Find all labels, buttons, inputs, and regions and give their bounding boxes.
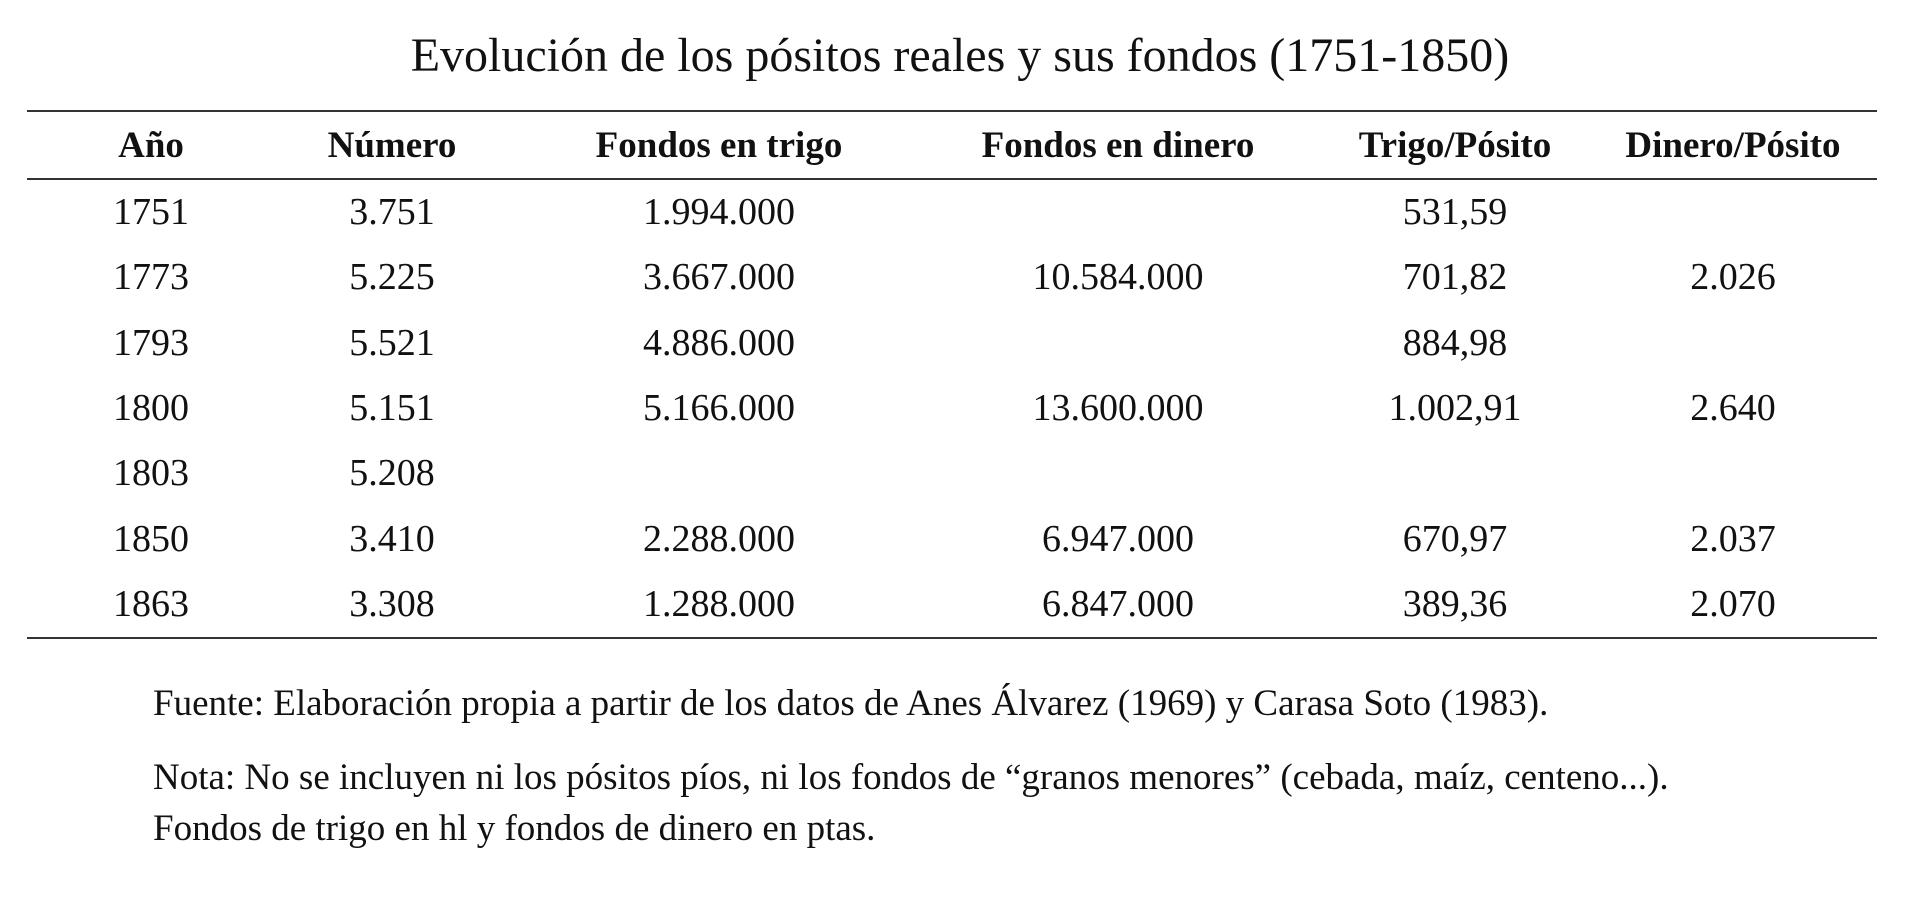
table-row xyxy=(0,582,1920,642)
table-cell: 6.847.000 xyxy=(1042,582,1194,625)
table-cell: 2.640 xyxy=(1690,386,1776,429)
column-header: Número xyxy=(327,125,457,166)
header-rule xyxy=(27,178,1877,180)
table-cell: 13.600.000 xyxy=(1032,386,1204,429)
table-cell: 6.947.000 xyxy=(1042,517,1194,560)
top-rule xyxy=(27,110,1877,112)
source-note: Fuente: Elaboración propia a partir de los datos de Anes Álvarez (1969) y Carasa Soto (1983). xyxy=(153,683,1549,724)
table-title: Evolución de los pósitos reales y sus fondos (1751-1850) xyxy=(410,29,1510,82)
table-cell: 389,36 xyxy=(1402,582,1508,625)
table-cell: 3.751 xyxy=(349,191,435,233)
column-header: Trigo/Pósito xyxy=(1358,125,1552,166)
column-header: Año xyxy=(118,125,184,166)
table-row xyxy=(0,517,1920,577)
table-cell: 1.288.000 xyxy=(643,582,795,625)
table-cell: 5.521 xyxy=(349,321,435,364)
table-cell: 670,97 xyxy=(1402,517,1508,560)
table-cell: 3.308 xyxy=(349,582,435,625)
table-row xyxy=(0,321,1920,381)
table-cell: 2.070 xyxy=(1690,582,1776,625)
table-cell: 10.584.000 xyxy=(1032,256,1204,299)
table-cell: 1800 xyxy=(113,386,189,429)
table-cell: 2.288.000 xyxy=(643,517,795,560)
table-row xyxy=(0,190,1920,250)
table-cell: 1863 xyxy=(113,582,189,625)
bottom-rule xyxy=(27,637,1877,639)
table-cell: 5.208 xyxy=(349,452,435,495)
table-cell: 1.002,91 xyxy=(1388,386,1522,429)
column-header: Fondos en dinero xyxy=(981,125,1255,166)
table-row xyxy=(0,386,1920,446)
table-cell: 2.026 xyxy=(1690,256,1776,299)
table-cell: 1751 xyxy=(113,191,189,233)
note-line-1: Nota: No se incluyen ni los pósitos píos, ni los fondos de “granos menores” (cebada, maíz, centeno...). xyxy=(153,757,1669,798)
table-row xyxy=(0,451,1920,511)
table-cell: 884,98 xyxy=(1402,321,1508,364)
table-cell: 5.225 xyxy=(349,256,435,299)
table-cell: 1793 xyxy=(113,321,189,364)
table-cell: 701,82 xyxy=(1402,256,1508,299)
note-line-2: Fondos de trigo en hl y fondos de dinero en ptas. xyxy=(153,808,876,849)
table-cell: 1773 xyxy=(113,256,189,299)
table-cell: 5.151 xyxy=(349,386,435,429)
table-cell: 1.994.000 xyxy=(643,191,795,233)
table-cell: 3.667.000 xyxy=(643,256,795,299)
table-cell: 2.037 xyxy=(1690,517,1776,560)
table-cell: 4.886.000 xyxy=(643,321,795,364)
table-cell: 3.410 xyxy=(349,517,435,560)
column-header: Fondos en trigo xyxy=(595,125,843,166)
table-header xyxy=(0,124,1920,184)
table-cell: 1803 xyxy=(113,452,189,495)
table-cell: 5.166.000 xyxy=(643,386,795,429)
table-cell: 1850 xyxy=(113,517,189,560)
table-cell: 531,59 xyxy=(1402,191,1508,233)
column-header: Dinero/Pósito xyxy=(1625,125,1841,166)
table-row xyxy=(0,255,1920,315)
